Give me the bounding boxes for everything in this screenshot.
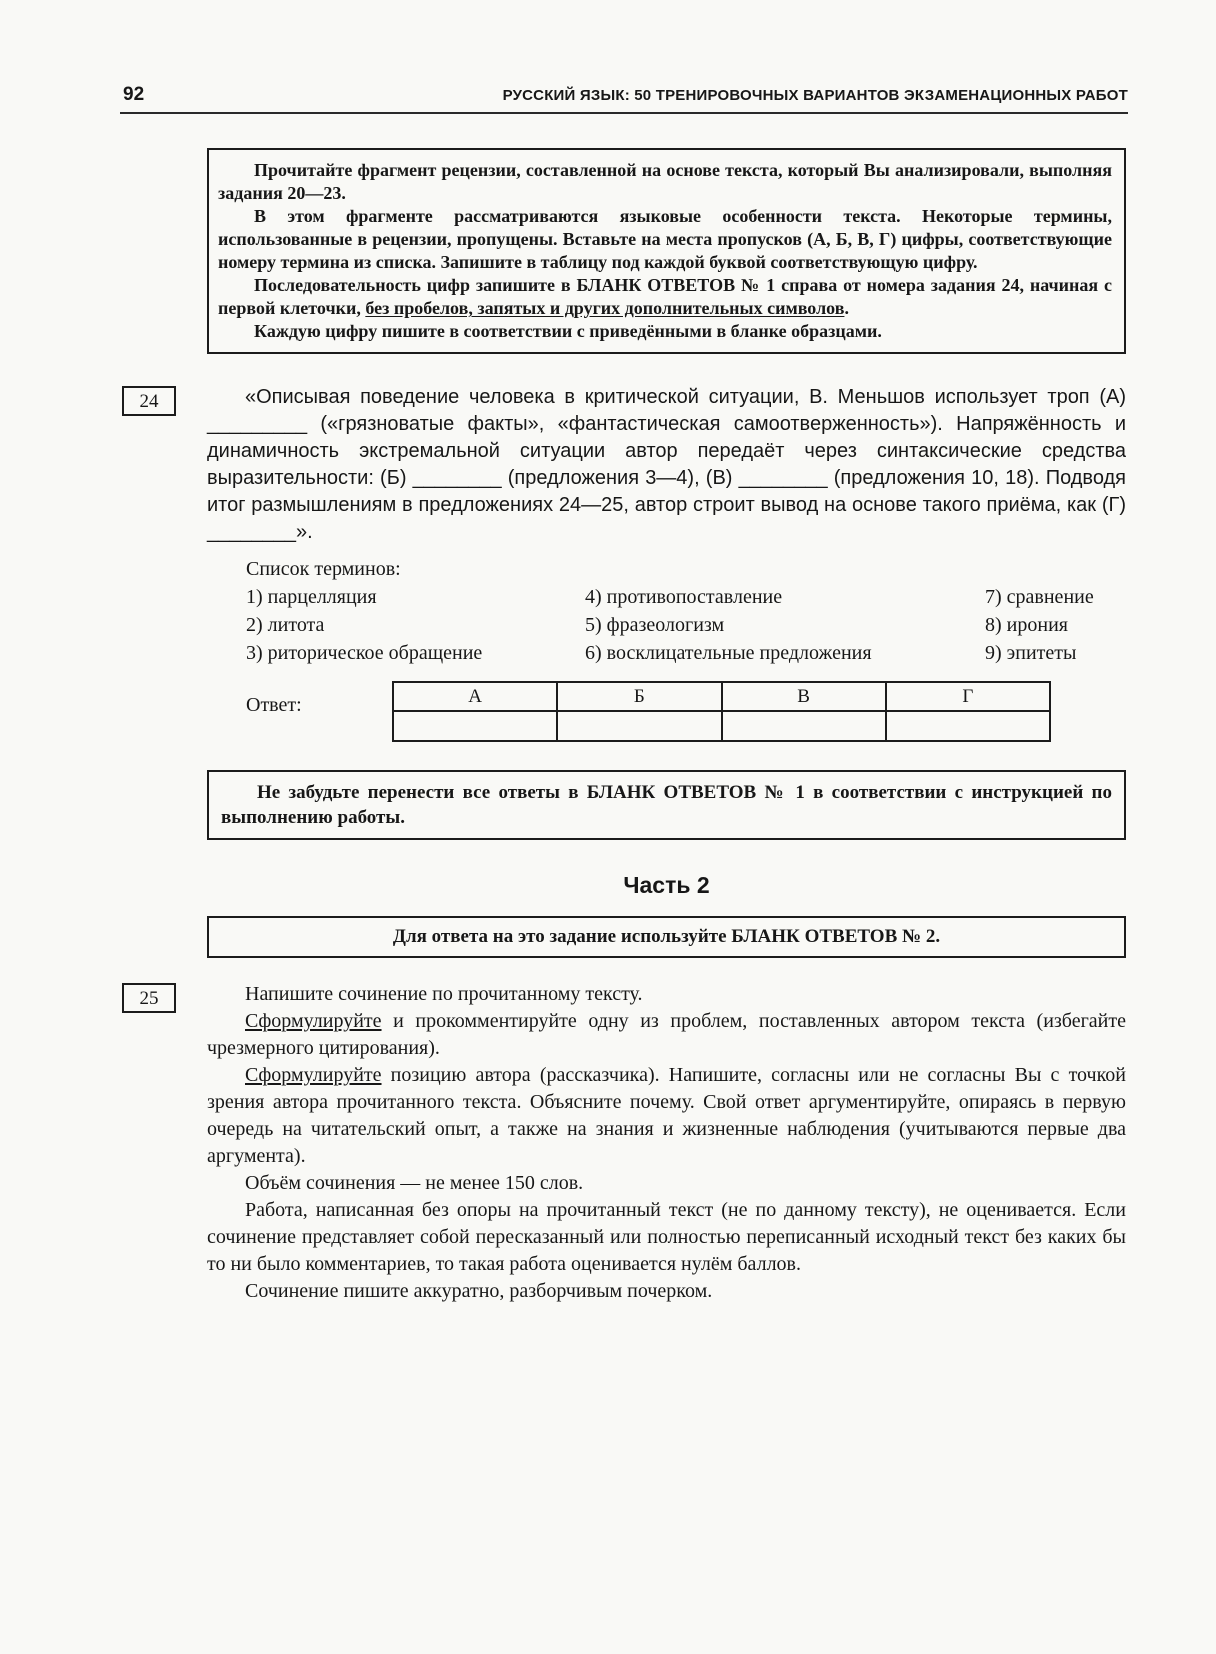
answer-column-b: Б bbox=[557, 682, 721, 711]
term-item: 6) восклицательные предложения bbox=[585, 642, 872, 664]
transfer-answers-note: Не забудьте перенести все ответы в БЛАНК ОТВЕТОВ № 1 в соответствии с инструкцией по выполнению работы. bbox=[221, 782, 1112, 828]
answer-cell-b bbox=[557, 711, 721, 741]
part-2-blank-note: Для ответа на это задание используйте БЛАНК ОТВЕТОВ № 2. bbox=[392, 926, 941, 947]
term-item: 7) сравнение bbox=[985, 586, 1094, 608]
term-item: 4) противопоставление bbox=[585, 586, 783, 608]
answer-cell-a bbox=[393, 711, 557, 741]
task-25-paragraph-2 bbox=[207, 1008, 1126, 1062]
task-24 bbox=[139, 384, 1126, 742]
instruction-p3-end: . bbox=[844, 298, 849, 318]
task-25-paragraph-3 bbox=[207, 1062, 1126, 1170]
running-header: РУССКИЙ ЯЗЫК: 50 ТРЕНИРОВОЧНЫХ ВАРИАНТОВ ЭКЗАМЕНАЦИОННЫХ РАБОТ bbox=[502, 87, 1128, 104]
task-25-p2-rest: и прокомментируйте одну из проблем, поставленных автором текста (избегайте чрезмерного цитирования). bbox=[207, 1010, 1126, 1059]
terms-list-title: Список терминов: bbox=[246, 558, 401, 580]
task-25 bbox=[139, 981, 1126, 1305]
task-25-paragraph-1: Напишите сочинение по прочитанному тексту. bbox=[245, 983, 643, 1005]
task-24-number: 24 bbox=[139, 391, 159, 412]
terms-column-2 bbox=[585, 583, 985, 667]
task-25-p3-rest: позицию автора (рассказчика). Напишите, согласны или не согласны Вы с точкой зрения автора прочитанного текста. Объясните почему. Свой ответ аргументируйте, опираясь в первую очередь на читательский опыт, а также на знания и жизненные наблюдения (учитываются первые два аргумента). bbox=[207, 1064, 1126, 1167]
task-24-number-box bbox=[122, 386, 176, 416]
page-content bbox=[139, 148, 1126, 1305]
terms-column-3 bbox=[985, 583, 1126, 667]
answer-section bbox=[207, 681, 1126, 742]
instruction-p3-underlined: без пробелов, запятых и других дополнительных символов bbox=[365, 298, 845, 318]
term-item: 9) эпитеты bbox=[985, 642, 1077, 664]
term-item: 8) ирония bbox=[985, 614, 1068, 636]
task-25-paragraph-6: Сочинение пишите аккуратно, разборчивым почерком. bbox=[245, 1280, 713, 1302]
term-item: 2) литота bbox=[246, 614, 325, 636]
part-2-blank-note-box bbox=[207, 916, 1126, 958]
answer-cell-v bbox=[722, 711, 886, 741]
task-25-number: 25 bbox=[139, 988, 159, 1009]
task-25-text bbox=[207, 981, 1126, 1305]
header-rule bbox=[120, 112, 1128, 114]
transfer-answers-note-box bbox=[207, 770, 1126, 840]
instruction-p3-start: Последовательность цифр запишите в БЛАНК ОТВЕТОВ № 1 справа от номера задания 24, начиная с первой клеточки, bbox=[218, 275, 1112, 318]
task-24-text: «Описывая поведение человека в критической ситуации, В. Меньшов использует троп (А) _________ («грязноватые факты», «фантастическая самоотверженность»). Напряжённость и динамичность экстремальной ситуации автор передаёт через синтаксические средства выразительности: (Б) ________ (предложения 3—4), (В) ________ (предложения 10, 18). Подводя итог размышлениям в предложениях 24—25, автор строит вывод на основе такого приёма, как (Г) ________». bbox=[207, 386, 1126, 543]
term-item: 5) фразеологизм bbox=[585, 614, 725, 636]
part-2-title: Часть 2 bbox=[623, 872, 710, 898]
task-25-number-box bbox=[122, 983, 176, 1013]
task-25-p3-underlined: Сформулируйте bbox=[245, 1064, 382, 1086]
task-24-instructions-box bbox=[207, 148, 1126, 354]
answer-column-g: Г bbox=[886, 682, 1050, 711]
answer-cell-g bbox=[886, 711, 1050, 741]
instruction-paragraph-3 bbox=[218, 274, 1112, 320]
answer-column-a: А bbox=[393, 682, 557, 711]
answer-table-blank-row bbox=[393, 711, 1050, 741]
page-header bbox=[123, 84, 1128, 106]
instruction-paragraph-4: Каждую цифру пишите в соответствии с приведёнными в бланке образцами. bbox=[254, 321, 882, 341]
task-25-paragraph-5: Работа, написанная без опоры на прочитанный текст (не по данному тексту), не оценивается. Если сочинение представляет собой пересказанный или полностью переписанный исходный текст без каких бы то ни было комментариев, то такая работа оценивается нулём баллов. bbox=[207, 1199, 1126, 1275]
answer-table bbox=[392, 681, 1051, 742]
answer-table-header-row bbox=[393, 682, 1050, 711]
terms-list bbox=[246, 583, 1126, 667]
task-25-paragraph-4: Объём сочинения — не менее 150 слов. bbox=[245, 1172, 584, 1194]
term-item: 1) парцелляция bbox=[246, 586, 377, 608]
term-item: 3) риторическое обращение bbox=[246, 642, 483, 664]
instruction-paragraph-1: Прочитайте фрагмент рецензии, составленной на основе текста, который Вы анализировали, выполняя задания 20—23. bbox=[218, 160, 1112, 203]
terms-column-1 bbox=[246, 583, 585, 667]
answer-label: Ответ: bbox=[246, 694, 302, 716]
answer-column-v: В bbox=[722, 682, 886, 711]
page-number: 92 bbox=[123, 84, 145, 105]
task-25-p2-underlined: Сформулируйте bbox=[245, 1010, 382, 1032]
instruction-paragraph-2: В этом фрагменте рассматриваются языковые особенности текста. Некоторые термины, использованные в рецензии, пропущены. Вставьте на места пропусков (А, Б, В, Г) цифры, соответствующие номеру термина из списка. Запишите в таблицу под каждой буквой соответствующую цифру. bbox=[218, 206, 1112, 272]
